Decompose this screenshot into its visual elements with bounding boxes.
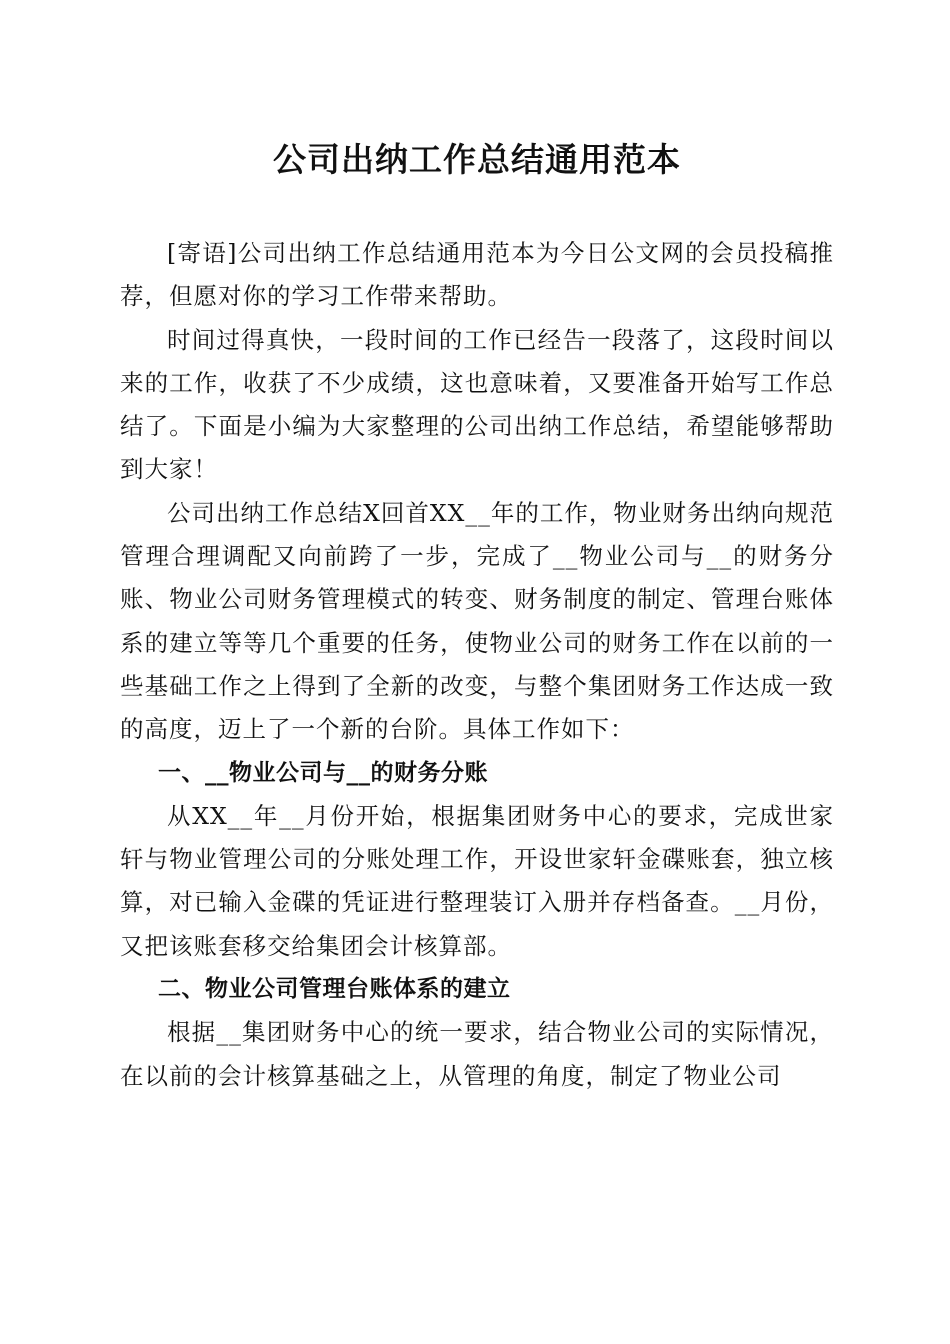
overview-paragraph: 公司出纳工作总结X回首XX__年的工作，物业财务出纳向规范管理合理调配又向前跨了一步，完成了__物业公司与__的财务分账、物业公司财务管理模式的转变、财务制度的制定、管理台账体系的建立等等几个重要的任务，使物业公司的财务工作在以前的一些基础工作之上得到了全新的改变，与整个集团财务工作达成一致的高度，迈上了一个新的台阶。具体工作如下：: [120, 498, 834, 744]
document-body: [120, 232, 834, 1098]
section-2-paragraph: 根据__集团财务中心的统一要求，结合物业公司的实际情况，在以前的会计核算基础之上，从管理的角度，制定了物业公司: [120, 1018, 834, 1090]
section-heading-1: 一、__物业公司与__的财务分账: [158, 759, 488, 786]
intro-paragraph: [寄语]公司出纳工作总结通用范本为今日公文网的会员投稿推荐，但愿对你的学习工作带来帮助。: [120, 239, 834, 311]
document-title: 公司出纳工作总结通用范本: [273, 140, 681, 179]
lead-paragraph: 时间过得真快，一段时间的工作已经告一段落了，这段时间以来的工作，收获了不少成绩，这也意味着，又要准备开始写工作总结了。下面是小编为大家整理的公司出纳工作总结，希望能够帮助到大家！: [120, 325, 834, 484]
section-1-paragraph: 从XX__年__月份开始，根据集团财务中心的要求，完成世家轩与物业管理公司的分账处理工作，开设世家轩金碟账套，独立核算，对已输入金碟的凭证进行整理装订入册并存档备查。__月份，又把该账套移交给集团会计核算部。: [120, 801, 834, 960]
section-heading-2: 二、物业公司管理台账体系的建立: [158, 976, 511, 1003]
